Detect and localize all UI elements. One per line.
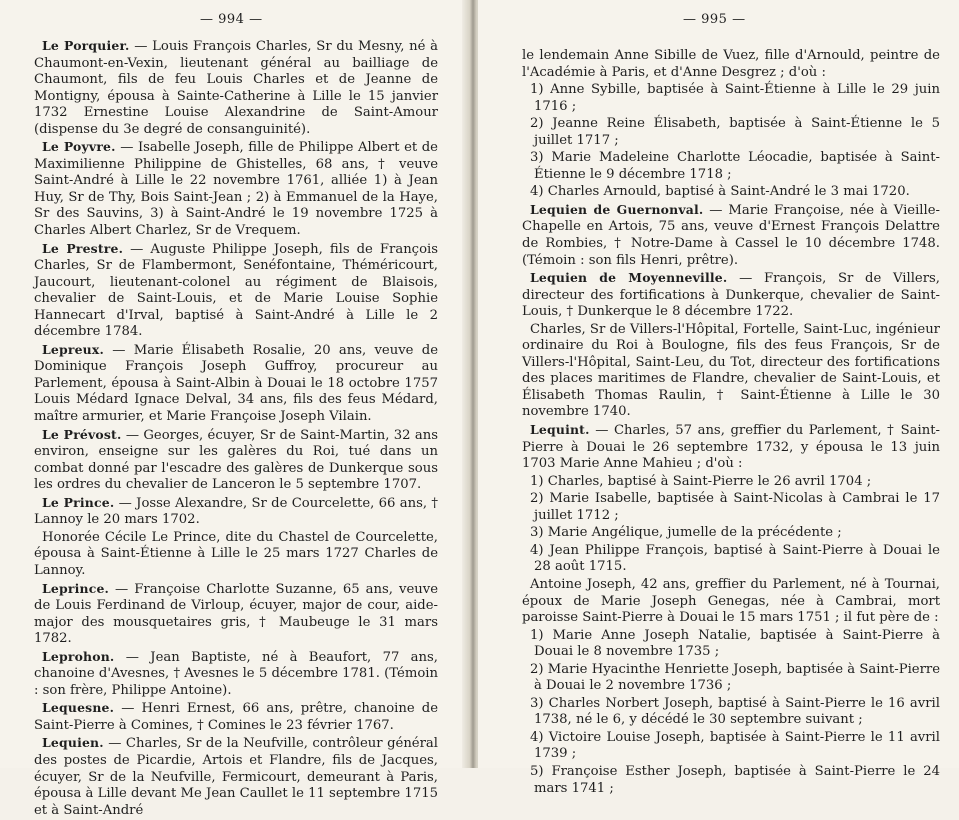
entry-paragraph — [522, 322, 940, 421]
list-item — [522, 491, 940, 524]
entry-text: — Marie Françoise, née à Vieille-Chapelle en Artois, 75 ans, veuve d'Ernest François Delattre de Rombies, † Notre-Dame à Cassel le 10 décembre 1748. (Témoin : son fils Henri, prêtre). — [522, 202, 940, 268]
entry-text: 1) Anne Sybille, baptisée à Saint-Étienne à Lille le 29 juin 1716 ; — [530, 82, 940, 114]
entry-paragraph — [34, 427, 438, 494]
list-item — [522, 662, 940, 695]
list-item — [522, 628, 940, 661]
entry-paragraph — [34, 38, 438, 138]
left-page — [0, 0, 470, 818]
entry-paragraph — [34, 241, 438, 341]
entry-text: — François, Sr de Villers, directeur des fortifications à Dunkerque, chevalier de Saint-Louis, † Dunkerque le 8 décembre 1722. — [522, 271, 940, 320]
entry-text: 1) Marie Anne Joseph Natalie, baptisée à Saint-Pierre à Douai le 8 novembre 1735 ; — [530, 627, 940, 660]
list-item — [522, 116, 940, 149]
right-page — [478, 0, 959, 796]
entry-paragraph — [34, 581, 438, 648]
entry-text: 4) Jean Philippe François, baptisé à Saint-Pierre à Douai le 28 août 1715. — [530, 542, 940, 575]
entry-text: Antoine Joseph, 42 ans, greffier du Parlement, né à Tournai, époux de Marie Joseph Genegas, née à Cambrai, mort paroisse Saint-Pierre à Douai le 15 mars 1751 ; il fut père de : — [522, 576, 940, 626]
entry-text: — Josse Alexandre, Sr de Courcelette, 66 ans, † Lannoy le 20 mars 1702. — [34, 495, 438, 528]
page-number-left: — 994 — — [200, 12, 263, 27]
page-number-right: — 995 — — [683, 12, 746, 27]
entry-text: le lendemain Anne Sibille de Vuez, fille d'Arnould, peintre de l'Académie à Paris, et d'Anne Desgrez ; d'où : — [522, 48, 940, 80]
entry-text: — Louis François Charles, Sr du Mesny, né à Chaumont-en-Vexin, lieutenant général au bailliage de Chaumont, fils de feu Louis Charles et de Jeanne de Montigny, épousa à Sainte-Catherine à Lille le 15 janvier 1732 Ernestine Louise Alexandrine de Saint-Amour (dispense du 3e degré de consanguinité). — [34, 39, 438, 137]
entry-surname: Leprince. — [42, 580, 110, 596]
entry-text: 4) Charles Arnould, baptisé à Saint-André le 3 mai 1720. — [530, 184, 910, 200]
entry-surname: Le Poyvre. — [42, 139, 116, 155]
entry-paragraph — [34, 735, 438, 819]
entry-text: — Henri Ernest, 66 ans, prêtre, chanoine de Saint-Pierre à Comines, † Comines le 23 février 1767. — [34, 701, 438, 733]
entry-text: 2) Marie Isabelle, baptisée à Saint-Nicolas à Cambrai le 17 juillet 1712 ; — [530, 491, 940, 523]
entry-surname: Lepreux. — [42, 341, 104, 357]
list-item — [522, 543, 940, 576]
entry-text: — Auguste Philippe Joseph, fils de François Charles, Sr de Flambermont, Senéfontaine, Théméricourt, Jaucourt, lieutenant-colonel au régiment de Blaisois, chevalier de Saint-Louis, et de Marie Louise Sophie Hannecart d'Irval, baptisé à Saint-André à Lille le 2 décembre 1784. — [34, 241, 438, 340]
entry-text: — Jean Baptiste, né à Beaufort, 77 ans, chanoine d'Avesnes, † Avesnes le 5 décembre 1781. (Témoin : son frère, Philippe Antoine). — [34, 649, 438, 698]
list-item — [522, 525, 940, 542]
list-item — [522, 474, 940, 491]
entry-text: 3) Charles Norbert Joseph, baptisé à Saint-Pierre le 16 avril 1738, né le 6, y décédé le 30 septembre suivant ; — [530, 695, 940, 728]
entry-text: 2) Marie Hyacinthe Henriette Joseph, baptisée à Saint-Pierre à Douai le 2 novembre 1736 ; — [530, 661, 940, 694]
entry-paragraph — [522, 202, 940, 269]
entry-text: 4) Victoire Louise Joseph, baptisée à Saint-Pierre le 11 avril 1739 ; — [530, 729, 940, 762]
entry-paragraph — [34, 530, 438, 580]
entry-surname: Lequesne. — [42, 700, 115, 716]
entry-text: 2) Jeanne Reine Élisabeth, baptisée à Saint-Étienne le 5 juillet 1717 ; — [530, 116, 940, 148]
entry-text: — Georges, écuyer, Sr de Saint-Martin, 32 ans environ, enseigne sur les galères du Roi, tué dans un combat donné par l'escadre des galères de Dunkerque sous les ordres du chevalier de Lanceron le 5 septembre 1707. — [34, 427, 438, 493]
list-item — [522, 150, 940, 183]
entry-paragraph — [522, 577, 940, 627]
entry-text: 3) Marie Madeleine Charlotte Léocadie, baptisée à Saint-Étienne le 9 décembre 1718 ; — [530, 150, 940, 182]
entry-surname: Lequien de Moyenneville. — [530, 270, 728, 286]
list-item — [522, 730, 940, 763]
entry-paragraph — [522, 48, 940, 81]
list-item — [522, 696, 940, 729]
entry-text: — Marie Élisabeth Rosalie, 20 ans, veuve de Dominique François Joseph Guffroy, procureur au Parlement, épousa à Saint-Albin à Douai le 18 octobre 1757 Louis Médard Ignace Delval, 34 ans, fils des feus Médard, maître armurier, et Marie Françoise Joseph Vilain. — [34, 342, 438, 425]
entry-text: — Charles, 57 ans, greffier du Parlement, † Saint-Pierre à Douai le 26 septembre 1732, y épousa le 13 juin 1703 Marie Anne Mahieu ; d'où : — [522, 423, 940, 472]
entry-paragraph — [522, 270, 940, 321]
entry-surname: Lequien de Guernonval. — [530, 201, 704, 217]
entry-text: Honorée Cécile Le Prince, dite du Chastel de Courcelette, épousa à Saint-Étienne à Lille le 25 mars 1727 Charles de Lannoy. — [34, 529, 438, 578]
entry-paragraph — [34, 495, 438, 529]
entry-paragraph — [34, 700, 438, 734]
entry-paragraph — [522, 422, 940, 473]
right-page-text — [522, 48, 940, 798]
entry-text: 1) Charles, baptisé à Saint-Pierre le 26 avril 1704 ; — [530, 473, 872, 489]
left-page-text — [34, 38, 438, 820]
entry-surname: Le Prince. — [42, 494, 115, 510]
entry-surname: Le Prévost. — [42, 426, 122, 442]
entry-paragraph — [34, 649, 438, 700]
entry-text: 3) Marie Angélique, jumelle de la précédente ; — [530, 525, 842, 541]
entry-text: — Isabelle Joseph, fille de Philippe Albert et de Maximilienne Philippine de Ghistelles, 68 ans, † veuve Saint-André à Lille le 22 novembre 1761, alliée 1) à Jean Huy, Sr de Thy, Bois Saint-Jean ; 2) à Emmanuel de la Haye, Sr des Sauvins, 3) à Saint-André le 19 novembre 1725 à Charles Albert Charlez, Sr de Vrequem. — [34, 140, 438, 239]
entry-text: 5) Françoise Esther Joseph, baptisée à Saint-Pierre le 24 mars 1741 ; — [530, 763, 940, 796]
list-item — [522, 184, 940, 201]
entry-surname: Le Porquier. — [42, 38, 130, 53]
entry-surname: Le Prestre. — [42, 240, 124, 256]
list-item — [522, 764, 940, 797]
entry-text: — Françoise Charlotte Suzanne, 65 ans, veuve de Louis Ferdinand de Virloup, écuyer, major de cour, aide-major des mousquetaires gris, † Maubeuge le 31 mars 1782. — [34, 581, 438, 647]
entry-paragraph — [34, 342, 438, 426]
entry-text: Charles, Sr de Villers-l'Hôpital, Fortelle, Saint-Luc, ingénieur ordinaire du Roi à Boulogne, fils des feus François, Sr de Villers-l'Hôpital, Saint-Leu, du Tot, directeur des fortifications des places maritimes de Flandre, chevalier de Saint-Louis, et Élisabeth Thomas Raulin, † Saint-Étienne à Lille le 30 novembre 1740. — [522, 321, 940, 420]
entry-paragraph — [34, 139, 438, 239]
entry-text: — Charles, Sr de la Neufville, contrôleur général des postes de Picardie, Artois et Flandre, fils de Jacques, écuyer, Sr de la Neufville, Fermicourt, demeurant à Paris, épousa à Lille devant Me Jean Caullet le 11 septembre 1715 et à Saint-André — [34, 736, 438, 818]
entry-surname: Lequint. — [530, 422, 590, 438]
entry-surname: Lequien. — [42, 735, 104, 751]
entry-surname: Leprohon. — [42, 648, 115, 664]
list-item — [522, 82, 940, 115]
